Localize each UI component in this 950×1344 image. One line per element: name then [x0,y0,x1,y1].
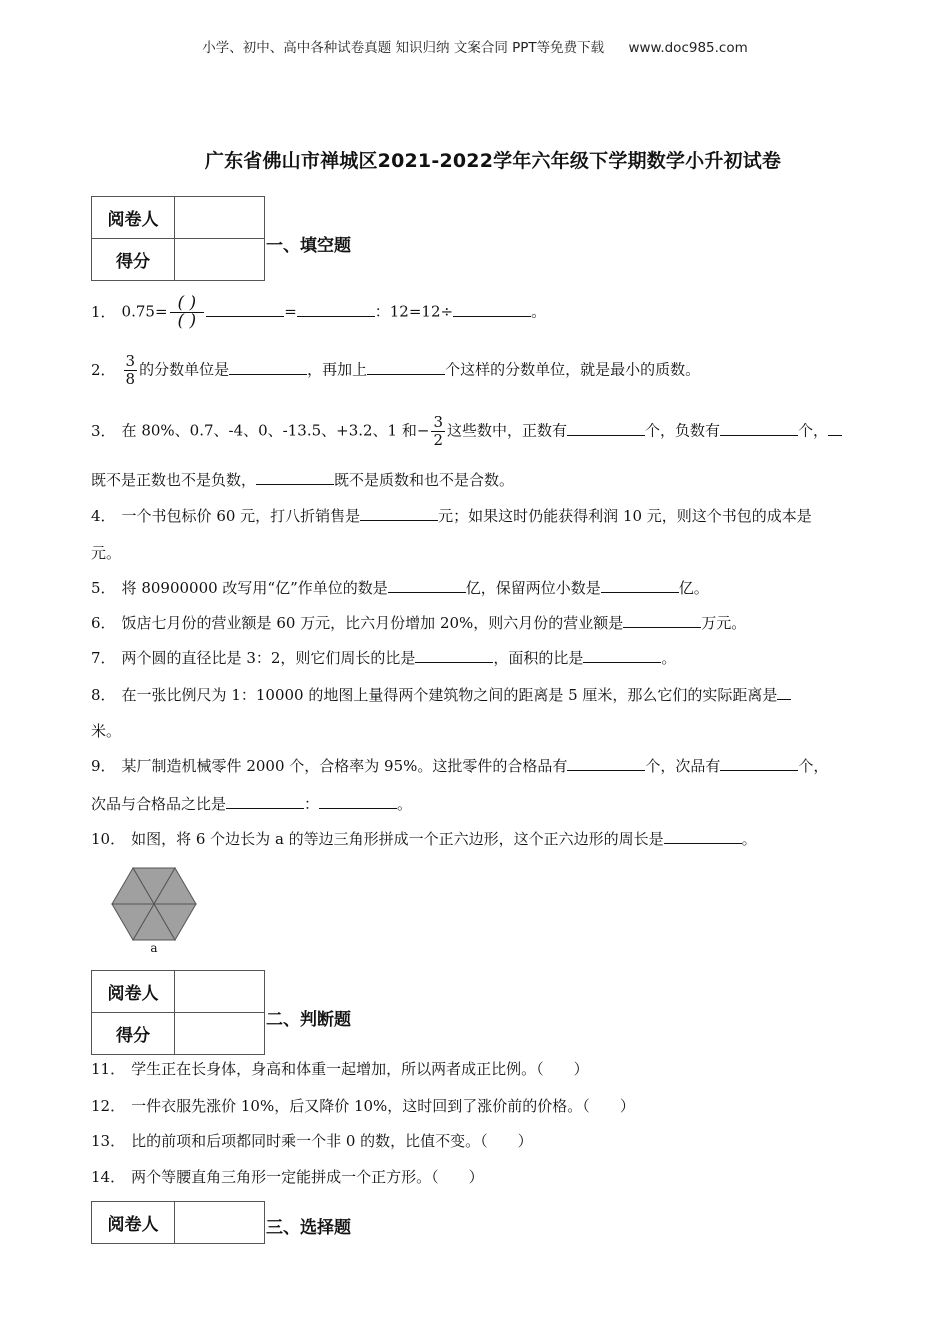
question-10: 10． 如图，将 6 个边长为 a 的等边三角形拼成一个正六边形，这个正六边形的周长是 。 [91,830,757,848]
answer-blank[interactable] [226,793,304,809]
question-13: 13． 比的前项和后项都同时乘一个非 0 的数，比值不变。（ ） [91,1132,533,1150]
question-8: 8． 在一张比例尺为 1：10000 的地图上量得两个建筑物之间的距离是 5 厘米，那么它们的实际距离是 [91,684,791,706]
answer-blank[interactable] [601,577,679,593]
score-box-3 [91,1201,265,1244]
answer-blank[interactable] [777,684,791,700]
question-11: 11． 学生正在长身体，身高和体重一起增加，所以两者成正比例。（ ） [91,1060,589,1078]
answer-blank[interactable] [297,301,375,317]
answer-blank[interactable] [720,420,798,436]
answer-blank[interactable] [367,359,445,375]
question-6: 6． 饭店七月份的营业额是 60 万元，比六月份增加 20%，则六月份的营业额是 万元。 [91,614,747,632]
question-9: 9． 某厂制造机械零件 2000 个，合格率为 95%。这批零件的合格品有 个，次品有 个， [91,757,829,775]
grader-field[interactable] [175,197,265,239]
question-5: 5． 将 80900000 改写用“亿”作单位的数是 亿，保留两位小数是 亿。 [91,579,709,597]
hexagon-triangles [112,868,196,940]
score-label: 得分 [92,1013,175,1055]
answer-blank[interactable] [256,469,334,485]
score-box-2 [91,970,265,1055]
header-site[interactable]: www.doc985.com [628,40,748,56]
section-title-true-false: 二、判断题 [266,1010,351,1030]
question-1: 1． 0.75= $\frac{( )}{( )}$ = ：12=12÷ 。 [91,293,547,331]
question-14: 14． 两个等腰直角三角形一定能拼成一个正方形。（ ） [91,1168,484,1186]
score-box-1 [91,196,265,281]
grader-field[interactable] [175,1202,265,1244]
grader-label: 阅卷人 [92,197,175,239]
header-text: 小学、初中、高中各种试卷真题 知识归纳 文案合同 PPT等免费下载 [202,40,605,56]
fraction-blank[interactable]: $\frac{( )}{( )}$ [170,295,205,330]
question-8-line2: 米。 [91,722,122,740]
answer-blank[interactable] [360,505,438,521]
page-title: 广东省佛山市禅城区2021-2022学年六年级下学期数学小升初试卷 [204,150,782,172]
answer-blank[interactable] [623,612,701,628]
answer-blank[interactable] [664,828,742,844]
page-header [0,36,950,56]
answer-blank[interactable] [206,301,284,317]
answer-blank[interactable] [229,359,307,375]
answer-blank[interactable] [567,755,645,771]
answer-blank[interactable] [720,755,798,771]
answer-blank[interactable] [583,647,661,663]
question-3: 3． 在 80%、0.7、-4、0、-13.5、+3.2、1 和− $\frac{3}{2}$ 这些数中，正数有 个，负数有 个， [91,414,842,449]
question-4: 4． 一个书包标价 60 元，打八折销售是 元；如果这时仍能获得利润 10 元，则这个书包的成本是 [91,507,812,525]
score-label: 得分 [92,239,175,281]
grader-label: 阅卷人 [92,1202,175,1244]
score-field[interactable] [175,1013,265,1055]
question-12: 12． 一件衣服先涨价 10%，后又降价 10%，这时回到了涨价前的价格。（ ） [91,1097,635,1115]
grader-label: 阅卷人 [92,971,175,1013]
score-field[interactable] [175,239,265,281]
hexagon-side-label: a [150,941,158,954]
fraction: $\frac{3}{2}$ [433,413,443,449]
question-7: 7． 两个圆的直径比是 3：2，则它们周长的比是 ，面积的比是 。 [91,649,677,667]
grader-field[interactable] [175,971,265,1013]
answer-blank[interactable] [388,577,466,593]
question-4-line2: 元。 [91,544,122,562]
section-title-multiple-choice: 三、选择题 [266,1218,351,1238]
fraction: $\frac{3}{8}$ [125,352,136,388]
question-3-line2: 既不是正数也不是负数， 既不是质数和也不是合数。 [91,471,515,489]
question-9-line2: 次品与合格品之比是 ： 。 [91,795,413,813]
answer-blank[interactable] [319,793,397,809]
answer-blank[interactable] [453,301,531,317]
section-title-fill-blank: 一、填空题 [266,236,351,256]
hexagon-figure [108,862,200,954]
question-2: 2． $\frac{3}{8}$ 的分数单位是 ，再加上 个这样的分数单位，就是最小的质数。 [91,352,701,388]
answer-blank[interactable] [567,420,645,436]
answer-blank[interactable] [415,647,493,663]
answer-blank[interactable] [828,420,842,436]
